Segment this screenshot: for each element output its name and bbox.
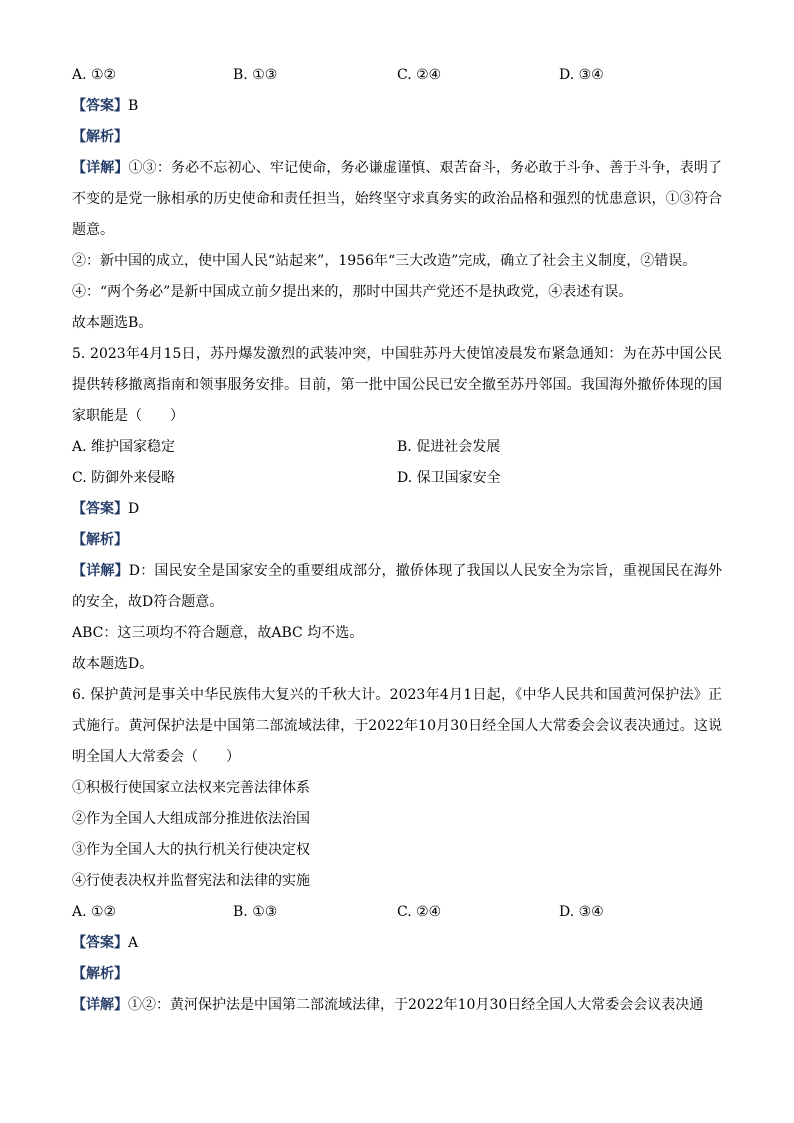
q4-analysis-heading (72, 122, 722, 153)
q4-option-d: D. ③④ (559, 67, 604, 83)
detail-text: ①③：务必不忘初心、牢记使命，务必谦虚谨慎、艰苦奋斗，务必敢于斗争、善于斗争，表明了不变的是党一脉相承的历史使命和责任担当，始终坚守求真务实的政治品格和强烈的忧患意识，①③符合题意。 (72, 160, 723, 238)
q4-option-c: C. ②④ (397, 67, 442, 83)
q5-option-a: A. 维护国家稳定 (72, 439, 176, 455)
answer-tag: 【答案】 (72, 501, 128, 517)
q6-options (72, 897, 722, 928)
q6-item-3: ③作为全国人大的执行机关行使决定权 (72, 842, 310, 858)
q5-option-c: C. 防御外来侵略 (72, 470, 176, 486)
q6-analysis-heading (72, 959, 722, 990)
q5-option-d: D. 保卫国家安全 (397, 470, 501, 486)
q4-detail-3: ④：“两个务必”是新中国成立前夕提出来的，那时中国共产党还不是执政党，④表述有误。 (72, 284, 633, 300)
q4-option-a: A. ①② (72, 67, 117, 83)
answer-tag: 【答案】 (72, 98, 128, 114)
q6-item-2: ②作为全国人大组成部分推进依法治国 (72, 811, 310, 827)
answer-value: B (128, 98, 139, 114)
q5-detail-2: ABC：这三项均不符合题意，故ABC 均不选。 (72, 625, 364, 641)
document-page (72, 60, 722, 1021)
q6-option-c: C. ②④ (397, 904, 442, 920)
q5-stem: 5. 2023年4月15日，苏丹爆发激烈的武装冲突，中国驻苏丹大使馆凌晨发布紧急通知：为在苏中国公民提供转移撤离指南和领事服务安排。目前，第一批中国公民已安全撤至苏丹邻国。我国海外撤侨体现的国家职能是（ ） (72, 346, 722, 424)
q4-detail-2: ②：新中国的成立，使中国人民“站起来”，1956年“三大改造”完成，确立了社会主义制度，②错误。 (72, 253, 697, 269)
q6-option-b: B. ①③ (233, 904, 278, 920)
analysis-tag: 【解析】 (72, 532, 128, 548)
analysis-tag: 【解析】 (72, 129, 128, 145)
analysis-tag: 【解析】 (72, 966, 128, 982)
q6-option-a: A. ①② (72, 904, 117, 920)
q5-options-row-2 (72, 463, 722, 494)
detail-tag: 【详解】 (72, 997, 128, 1013)
q6-option-d: D. ③④ (559, 904, 604, 920)
detail-text: D：国民安全是国家安全的重要组成部分，撤侨体现了我国以人民安全为宗旨，重视国民在海外的安全，故D符合题意。 (72, 563, 722, 610)
q5-options-row-1 (72, 432, 722, 463)
detail-tag: 【详解】 (72, 563, 129, 579)
q6-detail-1 (72, 990, 722, 1021)
q4-conclusion: 故本题选B。 (72, 315, 153, 331)
q5-answer (72, 494, 722, 525)
q4-answer (72, 91, 722, 122)
q6-item-4: ④行使表决权并监督宪法和法律的实施 (72, 873, 310, 889)
q5-analysis-heading (72, 525, 722, 556)
q4-option-b: B. ①③ (233, 67, 278, 83)
q5-conclusion: 故本题选D。 (72, 656, 154, 672)
q6-answer (72, 928, 722, 959)
q5-option-b: B. 促进社会发展 (397, 439, 501, 455)
answer-value: A (128, 935, 139, 951)
q4-options (72, 60, 722, 91)
q5-detail-1 (72, 556, 722, 618)
q4-detail-1 (72, 153, 722, 246)
answer-value: D (128, 501, 140, 517)
detail-tag: 【详解】 (72, 160, 129, 176)
detail-text: ①②：黄河保护法是中国第二部流域法律，于2022年10月30日经全国人大常委会会议表决通 (128, 997, 704, 1013)
q6-item-1: ①积极行使国家立法权来完善法律体系 (72, 780, 310, 796)
q6-stem: 6. 保护黄河是事关中华民族伟大复兴的千秋大计。2023年4月1日起，《中华人民共和国黄河保护法》正式施行。黄河保护法是中国第二部流域法律，于2022年10月30日经全国人大常委会会议表决通过。这说明全国人大常委会（ ） (72, 687, 722, 765)
answer-tag: 【答案】 (72, 935, 128, 951)
